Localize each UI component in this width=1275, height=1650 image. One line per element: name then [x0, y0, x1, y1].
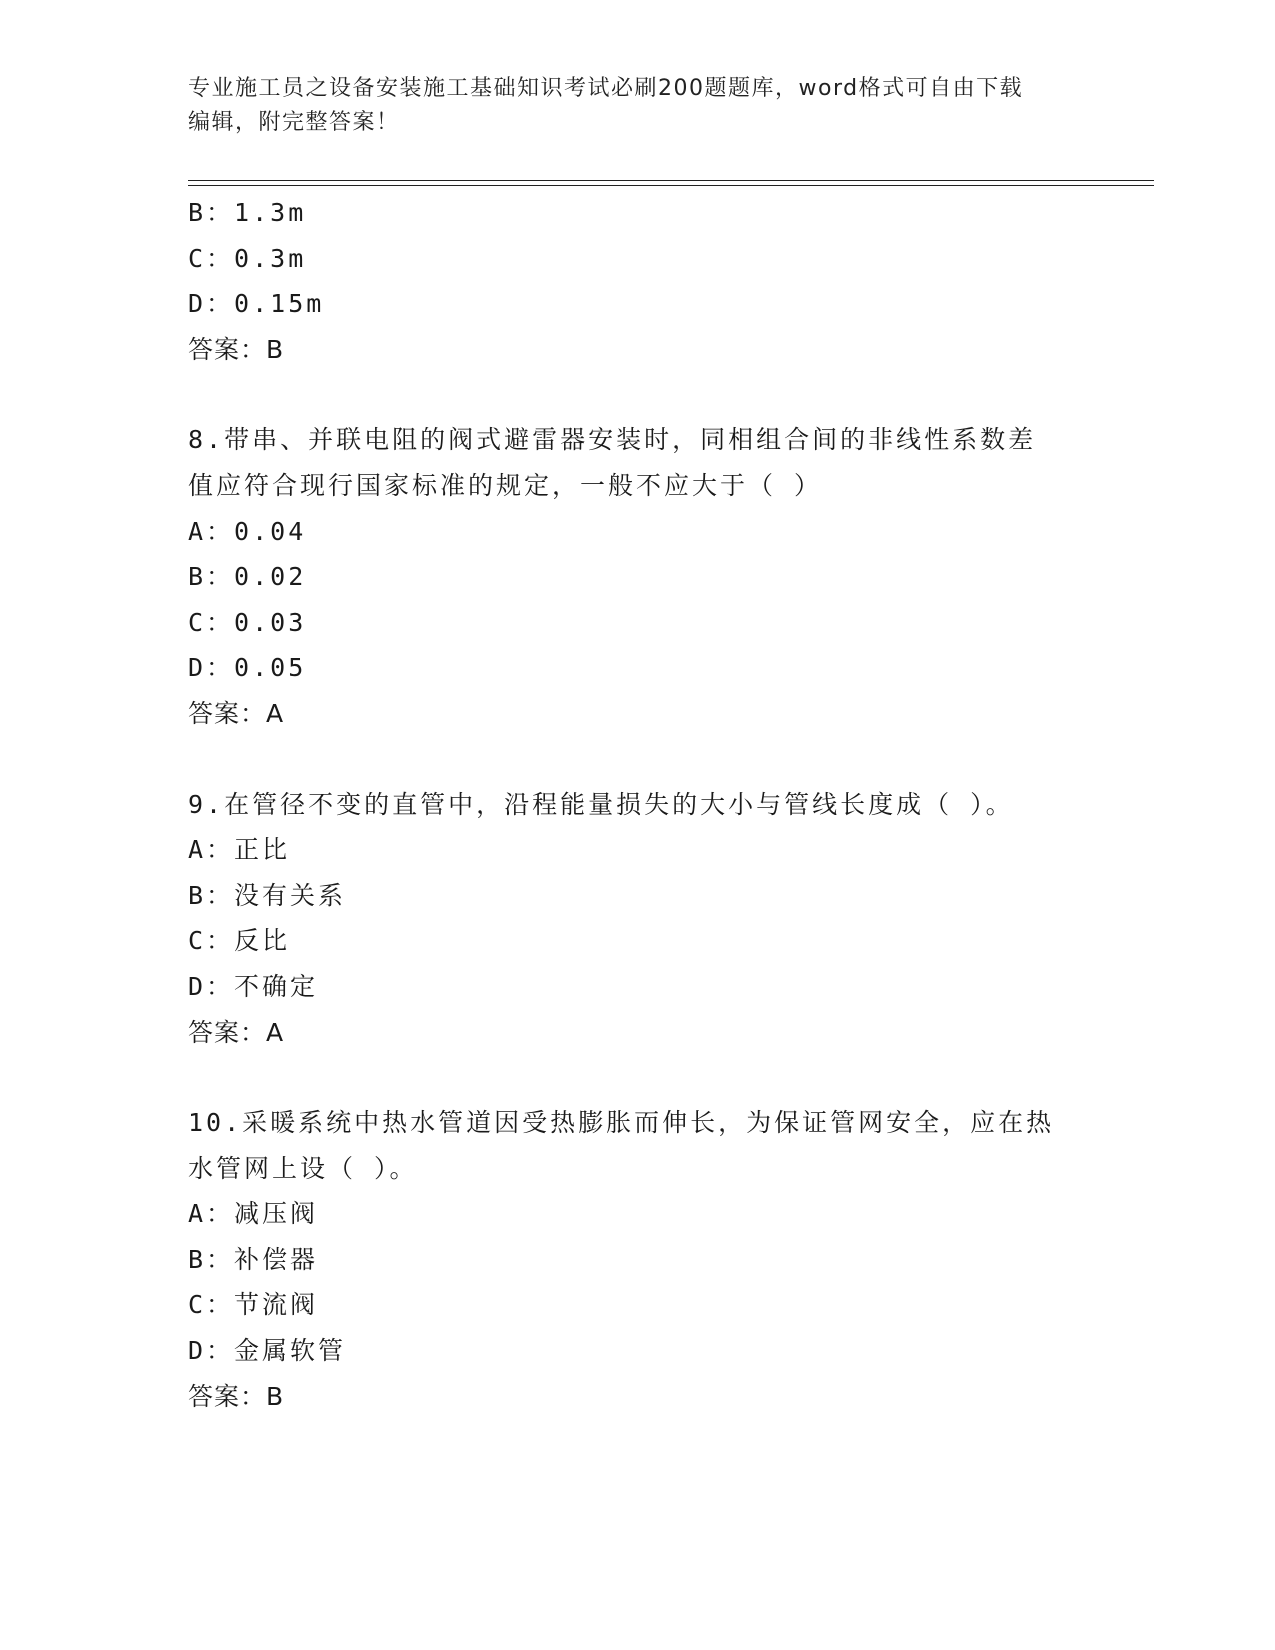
option-d: D：不确定 [188, 971, 319, 1001]
question-stem-line: 水管网上设（ ）。 [188, 1153, 418, 1183]
option-a: A：减压阀 [188, 1199, 319, 1229]
answer: 答案：A [188, 698, 285, 728]
option-c: C：0.03 [188, 607, 307, 637]
answer: 答案：A [188, 1017, 285, 1047]
answer: 答案：B [188, 1381, 285, 1411]
option-c: C：反比 [188, 926, 291, 956]
header-line-2: 编辑，附完整答案！ [188, 110, 400, 135]
option-c: C：节流阀 [188, 1290, 319, 1320]
spacer [188, 737, 1088, 782]
question-7-continued [188, 190, 1088, 372]
option-d: D：0.05 [188, 653, 307, 683]
option-d: D：金属软管 [188, 1336, 347, 1366]
question-10 [188, 1100, 1088, 1419]
answer: 答案：B [188, 334, 285, 364]
spacer [188, 372, 1088, 417]
spacer [188, 1055, 1088, 1100]
question-stem-line: 8.带串、并联电阻的阀式避雷器安装时，同相组合间的非线性系数差 [188, 425, 1037, 455]
question-stem-line: 值应符合现行国家标准的规定，一般不应大于（ ） [188, 470, 823, 500]
option-d: D：0.15m [188, 289, 325, 319]
question-9 [188, 782, 1088, 1056]
option-b: B：补偿器 [188, 1244, 319, 1274]
document-header [188, 72, 1088, 140]
header-rule-top [188, 180, 1154, 181]
option-c: C：0.3m [188, 243, 307, 273]
document-body [188, 190, 1088, 1419]
question-stem-line: 9.在管径不变的直管中，沿程能量损失的大小与管线长度成（ ）。 [188, 789, 1014, 819]
option-b: B：1.3m [188, 198, 307, 227]
header-line-1: 专业施工员之设备安装施工基础知识考试必刷200题题库，word格式可自由下载 [188, 76, 1024, 101]
option-b: B：没有关系 [188, 880, 347, 910]
header-rule-bottom [188, 185, 1154, 186]
option-a: A：正比 [188, 835, 291, 865]
question-stem-line: 10.采暖系统中热水管道因受热膨胀而伸长，为保证管网安全，应在热 [188, 1108, 1055, 1138]
option-b: B：0.02 [188, 562, 307, 592]
option-a: A：0.04 [188, 516, 307, 546]
question-8 [188, 417, 1088, 736]
